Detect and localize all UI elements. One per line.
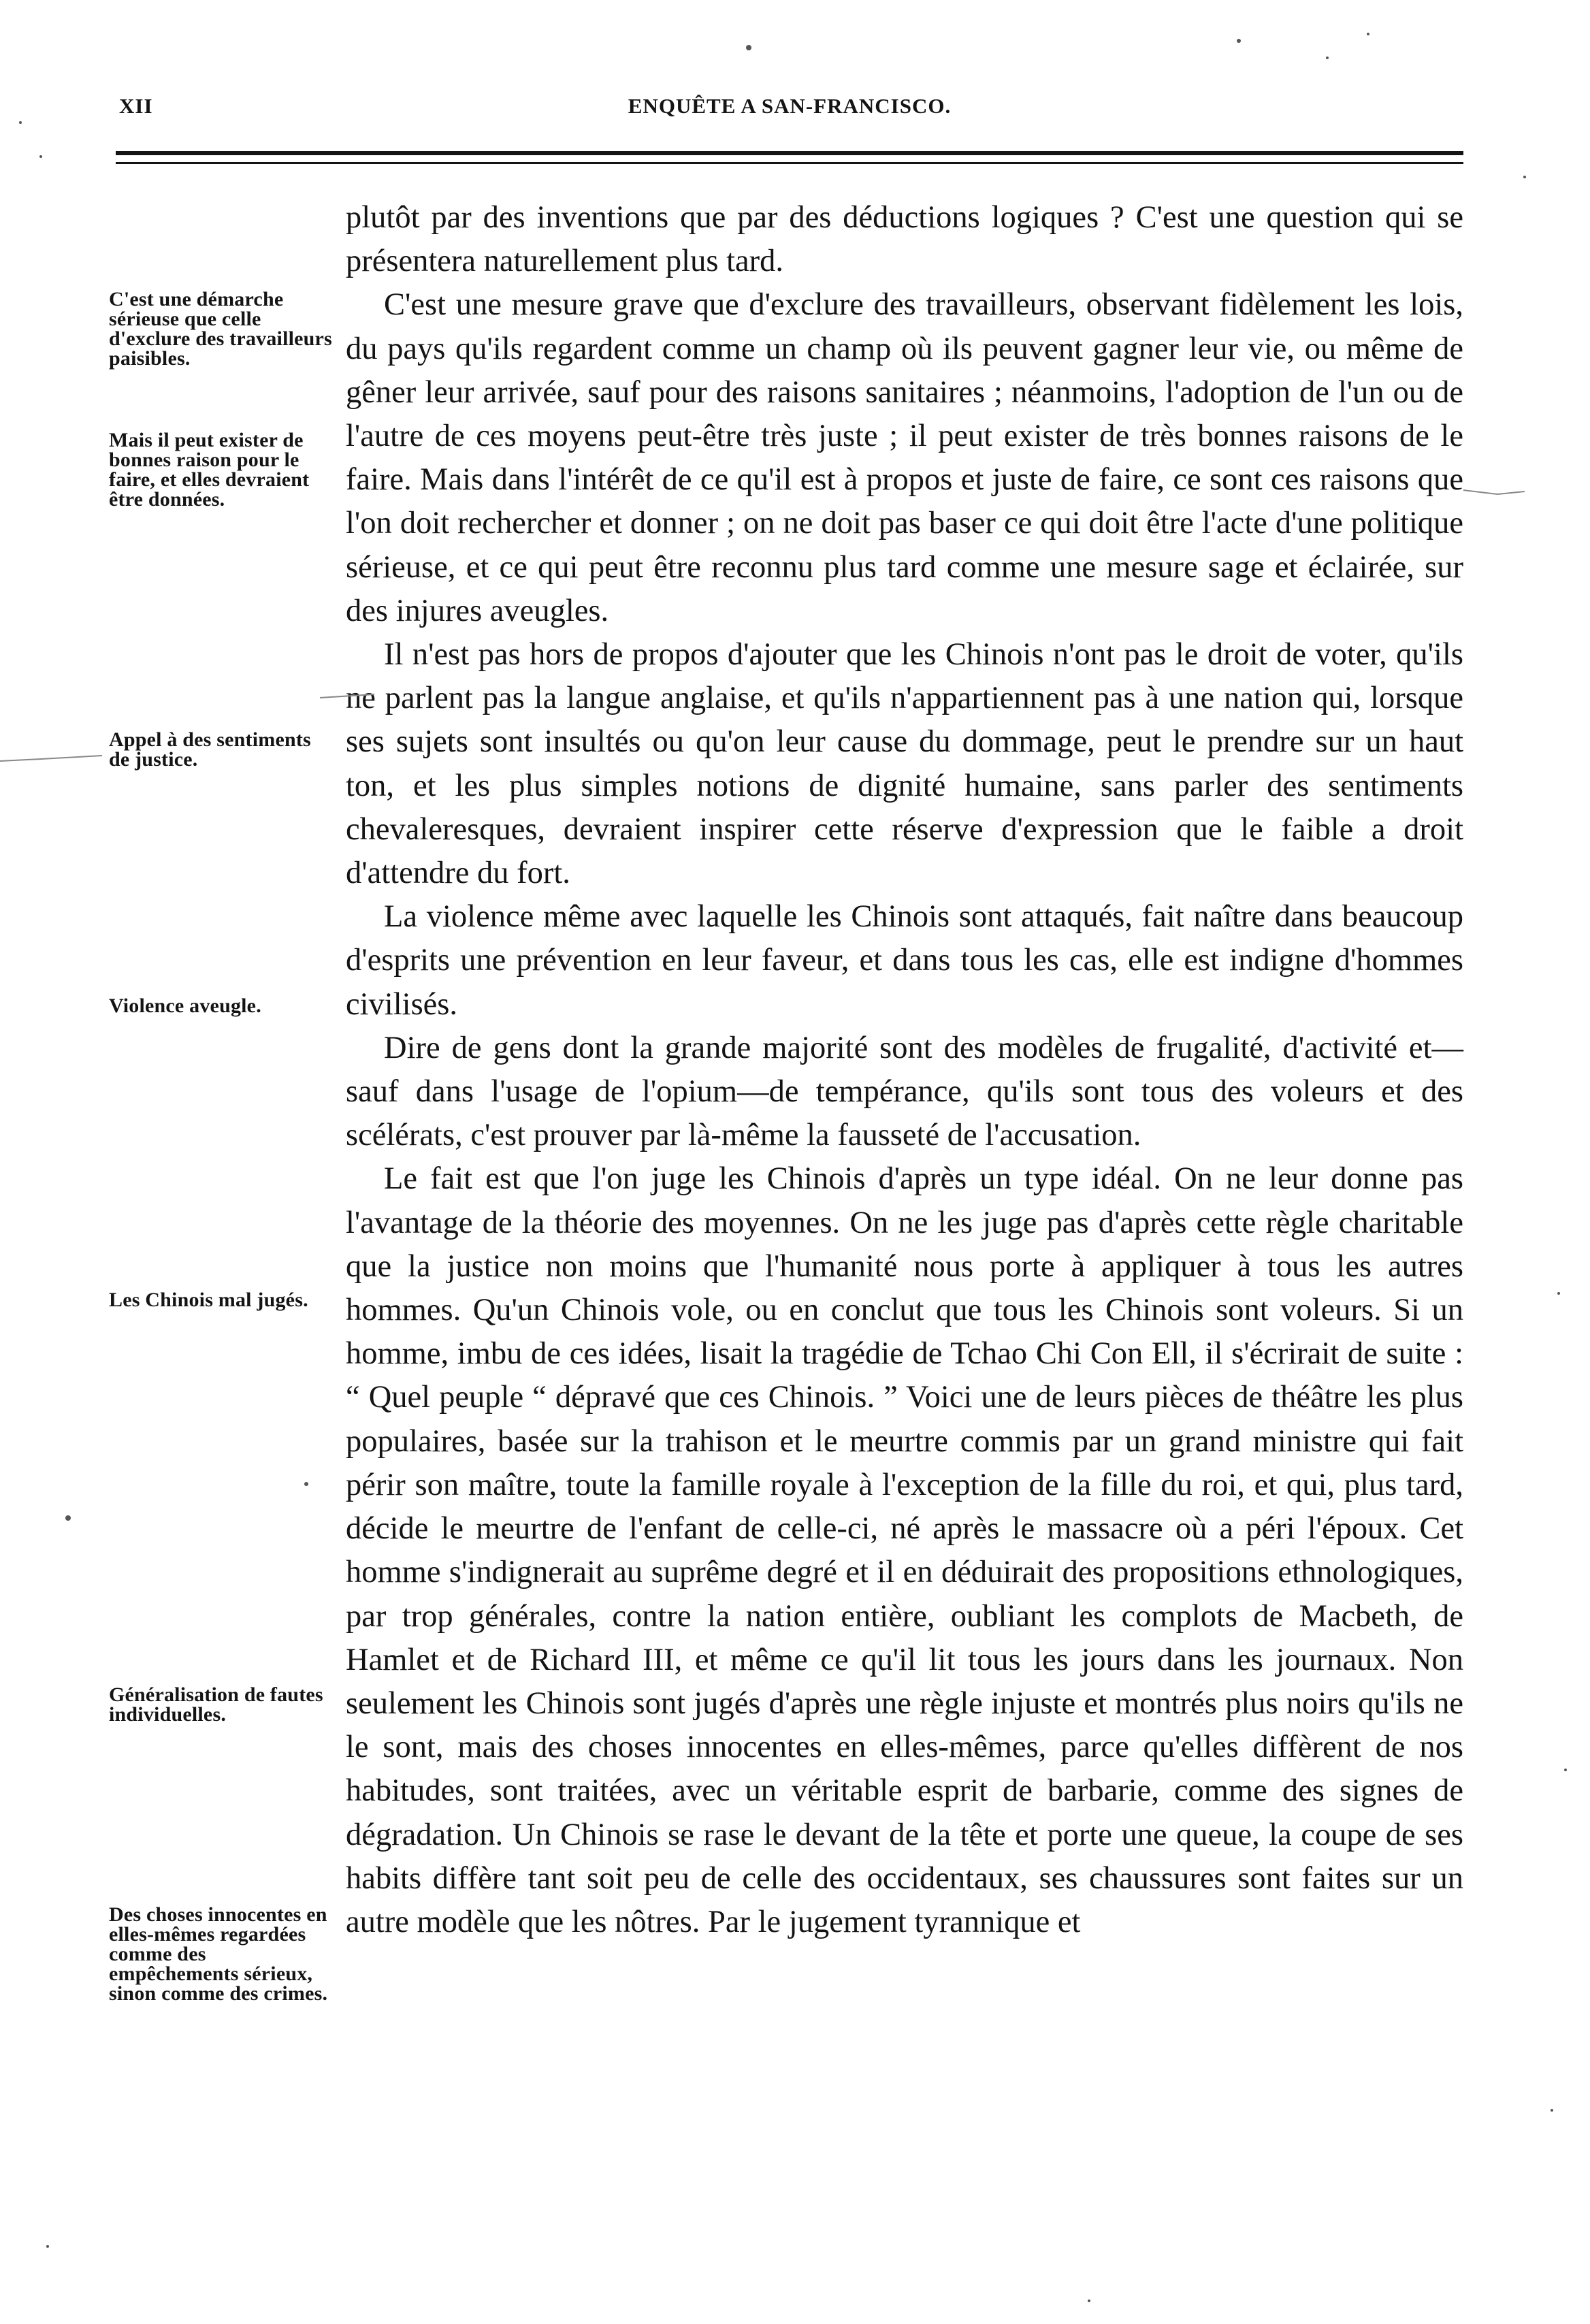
margin-note: Les Chinois mal jugés. [109, 1289, 308, 1311]
header-rule-thin [116, 162, 1463, 164]
paragraph: Dire de gens dont la grande majorité sont des modèles de frugalité, d'activité et—sauf dans l'usage de l'opium—de tempérance, qu'ils sont tous des voleurs et des scélérats, c'est prouver par là-même la fausseté de l'accusation. [346, 1030, 1463, 1153]
paragraph: plutôt par des inventions que par des déductions logiques ? C'est une question qui se présentera naturellement plus tard. [346, 200, 1463, 279]
margin-note: Mais il peut exister de bonnes raison pour le faire, et elles devraient être données. [109, 429, 310, 511]
header-rule-thick [116, 151, 1463, 155]
paragraph: Le fait est que l'on juge les Chinois d'après un type idéal. On ne leur donne pas l'avantage de la théorie des moyennes. On ne les juge pas d'après cette règle charitable que la justice non moins que l'humanité nous porte à appliquer à tous les autres hommes. Qu'un Chinois vole, ou en conclut que tous les Chinois sont voleurs. Si un homme, imbu de ces idées, lisait la tragédie de Tchao Chi Con Ell, il s'écrirait de suite : “ Quel peuple “ dépravé que ces Chinois. ” Voici une de leurs pièces de théâtre les plus populaires, basée sur la trahison et le meurtre commis par un grand ministre qui fait périr son maître, toute la famille royale à l'exception de la fille du roi, et qui, plus tard, décide le meurtre de l'enfant de celle-ci, né après le massacre où a péri l'époux. Cet homme s'indignerait au suprême degré et il en déduirait des propositions ethnologiques, par trop générales, contre la nation entière, oubliant les complots de Macbeth, de Hamlet et de Richard III, et même ce qu'il lit tous les jours dans les journaux. Non seulement les Chinois sont jugés d'après une règle injuste et montrés plus noirs qu'ils ne le sont, mais des choses innocentes en elles-mêmes, parce qu'elles diffèrent de nos habitudes, sont traitées, avec un véritable esprit de barbarie, comme des signes de dégradation. Un Chinois se rase le devant de la tête et porte une queue, la coupe de ses habits diffère tant soit peu de celle des occidentaux, ses chaussures sont faites sur un autre modèle que les nôtres. Par le jugement tyrannique et [346, 1161, 1463, 1939]
paragraph: La violence même avec laquelle les Chinois sont attaqués, fait naître dans beaucoup d'esprits une prévention en leur faveur, et dans tous les cas, elle est indigne d'hommes civilisés. [346, 899, 1463, 1022]
paragraph: C'est une mesure grave que d'exclure des travailleurs, observant fidèlement les lois, du pays qu'ils regardent comme un champ où ils peuvent gagner leur vie, ou même de gêner leur arrivée, sauf pour des raisons sanitaires ; néanmoins, l'adoption de l'un ou de l'autre de ces moyens peut-être très juste ; il peut exister de très bonnes raisons de le faire. Mais dans l'intérêt de ce qu'il est à propos et juste de faire, ce sont ces raisons que l'on doit rechercher et donner ; on ne doit pas baser ce qui doit être l'acte d'une politique sérieuse, et ce qui peut être reconnu plus tard comme une mesure sage et éclairée, sur des injures aveugles. [346, 287, 1463, 628]
body-text [346, 196, 1463, 1944]
page-number: XII [119, 94, 153, 118]
margin-note: Appel à des sentiments de justice. [109, 728, 311, 771]
paragraph: Il n'est pas hors de propos d'ajouter que les Chinois n'ont pas le droit de voter, qu'ils ne parlent pas la langue anglaise, et qu'ils n'appartiennent pas à une nation qui, lorsque ses sujets sont insultés ou qu'on leur cause du dommage, peut le prendre sur un haut ton, et les plus simples notions de dignité humaine, sans parler des sentiments chevaleresques, devraient inspirer cette réserve d'expression que le faible a droit d'attendre du fort. [346, 637, 1463, 891]
running-head [119, 94, 1460, 128]
running-title: ENQUÊTE A SAN-FRANCISCO. [628, 94, 952, 118]
margin-note: C'est une démarche sérieuse que celle d'exclure des travailleurs paisibles. [109, 288, 332, 370]
margin-note: Des choses innocentes en elles-mêmes regardées comme des empêchements sérieux, sinon comme des crimes. [109, 1903, 328, 2005]
margin-note: Généralisation de fautes individuelles. [109, 1683, 323, 1726]
margin-note: Violence aveugle. [109, 995, 261, 1017]
